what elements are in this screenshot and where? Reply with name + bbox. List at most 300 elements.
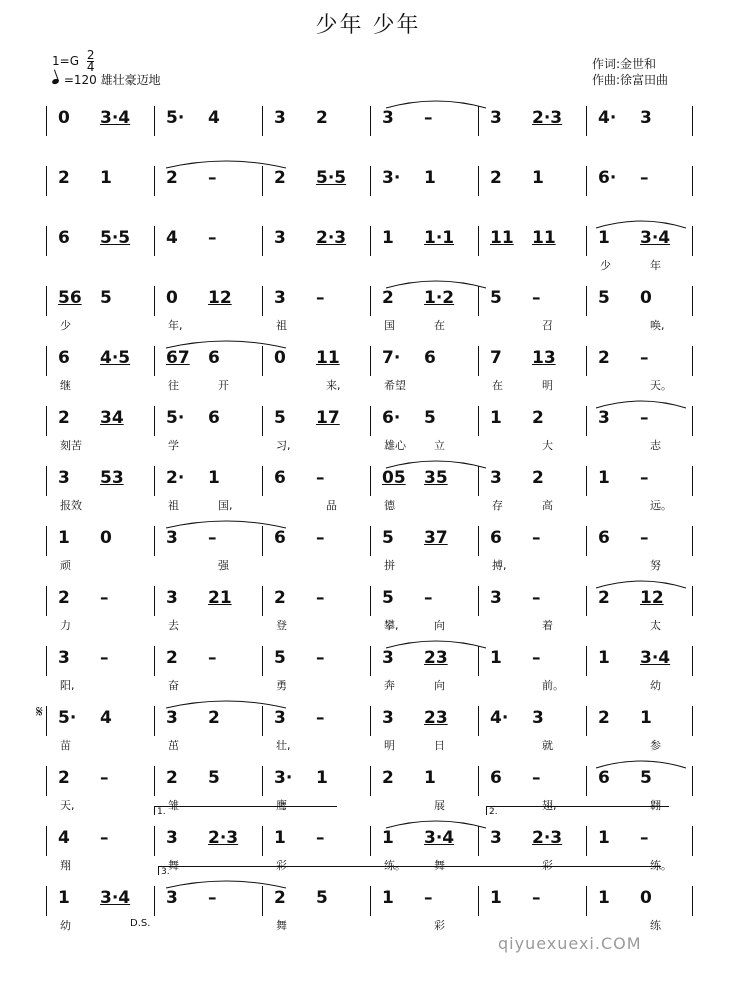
note: 6 [424,348,436,368]
note: 21 [208,588,232,608]
bar-line [586,286,587,316]
lyric: 学 [168,439,179,452]
tie-arc [386,461,486,468]
tie-arcs [46,340,692,352]
bar-line [692,826,693,856]
note: 1 [100,168,112,188]
note: – [424,588,433,608]
lyric: 翔 [60,859,71,872]
time-signature [87,50,95,73]
note: 4· [598,108,617,128]
note: 3 [490,828,502,848]
note: 2·3 [316,228,347,248]
note: 1 [490,648,502,668]
note: 11 [316,348,340,368]
note: 37 [424,528,448,548]
lyric: 年, [168,319,183,332]
bar-line [586,706,587,736]
bar-line [46,826,47,856]
note: – [316,588,325,608]
bar-line [262,406,263,436]
lyric: 开 [218,379,229,392]
key-time-signature [52,50,161,73]
note: 2 [274,588,286,608]
lyric: 阳, [60,679,75,692]
tie-arcs [46,580,692,592]
bar-line [370,346,371,376]
note: 0 [640,288,652,308]
bar-line [478,646,479,676]
score-row [36,700,692,760]
note: 3 [166,888,178,908]
segno-icon: 𝄋 [36,702,43,721]
note: 56 [58,288,82,308]
key-tempo-block [52,50,161,87]
volta-bracket: 1. [154,806,337,815]
lyric: 前。 [542,679,564,692]
lyric: 明 [384,739,395,752]
note: 3 [166,528,178,548]
note: 5 [640,768,652,788]
note: 3 [490,588,502,608]
bar-line [154,886,155,916]
note: 1·2 [424,288,455,308]
lyric: 着 [542,619,553,632]
tie-arcs [46,160,692,172]
bar-line [154,586,155,616]
bar-line [692,406,693,436]
bar-line [478,766,479,796]
lyric: 明 [542,379,553,392]
lyric: 幼 [650,679,661,692]
lyric: 国 [384,319,395,332]
note: 1 [382,828,394,848]
bar-line [478,826,479,856]
note: 2 [382,768,394,788]
note: 23 [424,648,448,668]
note: 23 [424,708,448,728]
note: – [532,588,541,608]
note: 3 [58,468,70,488]
bar-line [478,166,479,196]
bar-line [692,886,693,916]
bar-line [692,766,693,796]
note: 1 [490,888,502,908]
note: 11 [532,228,556,248]
bar-line [154,226,155,256]
note: 1 [274,828,286,848]
note: – [532,648,541,668]
bar-line [46,286,47,316]
score-row [46,220,692,280]
tie-arc [166,161,286,168]
note: 6· [382,408,401,428]
bar-line [154,706,155,736]
lyric: 雄心 [384,439,406,452]
lyric: 顽 [60,559,71,572]
lyric: 翅, [542,799,557,812]
note: 1 [58,528,70,548]
note: 5 [316,888,328,908]
lyric: 练。 [384,859,406,872]
note: 1 [598,468,610,488]
bar-line [154,526,155,556]
bar-line [692,526,693,556]
note: 1 [316,768,328,788]
bar-line [478,526,479,556]
note: 0 [640,888,652,908]
bar-line [586,406,587,436]
bar-line [586,226,587,256]
note: 6 [598,528,610,548]
expression-marking: 雄壮豪迈地 [100,73,161,87]
lyric: 展 [434,799,445,812]
key-signature: 1=G [52,54,79,68]
score-row [46,280,692,340]
note: 6 [490,768,502,788]
note: – [316,468,325,488]
tie-arcs [46,820,692,832]
note: – [316,528,325,548]
note: 2 [58,408,70,428]
bar-line [262,766,263,796]
bar-line [262,526,263,556]
bar-line [154,166,155,196]
bar-line [478,706,479,736]
lyric: 幼 [60,919,71,932]
lyric: 品 [326,499,337,512]
note: 7 [490,348,502,368]
note: – [532,768,541,788]
note: 3 [490,468,502,488]
note: 6 [58,228,70,248]
bar-line [586,166,587,196]
note: 1 [58,888,70,908]
tie-arcs [46,880,692,892]
note: 4·5 [100,348,131,368]
bar-line [46,646,47,676]
note: 2 [598,708,610,728]
score-row [46,400,692,460]
tempo-value: =120 [63,73,97,87]
bar-line [370,646,371,676]
note: 67 [166,348,190,368]
note: 53 [100,468,124,488]
note: 3 [640,108,652,128]
bar-line [692,166,693,196]
note: 5 [424,408,436,428]
note: 5·5 [100,228,131,248]
note: 12 [208,288,232,308]
lyric: 少 [600,259,611,272]
composer-credit: 作曲:徐富田曲 [592,73,669,87]
bar-line [370,166,371,196]
note: 2 [274,888,286,908]
bar-line [586,466,587,496]
lyric: 勇 [276,679,287,692]
lyric: 祖 [168,499,179,512]
note: 3 [382,108,394,128]
bar-line [478,346,479,376]
lyric: 高 [542,499,553,512]
note: 0 [58,108,70,128]
note: 3 [274,108,286,128]
note: 3 [166,828,178,848]
bar-line [46,406,47,436]
note: 2·3 [532,108,563,128]
note: 4 [100,708,112,728]
bar-line [586,106,587,136]
note: 6· [598,168,617,188]
bar-line [692,466,693,496]
note: 5 [208,768,220,788]
tie-arc [166,341,286,348]
lyric: 来, [326,379,341,392]
quarter-note-icon [51,78,59,85]
note: – [532,888,541,908]
bar-line [262,826,263,856]
bar-line [586,886,587,916]
bar-line [46,886,47,916]
tie-arc [166,701,286,708]
lyric: 往 [168,379,179,392]
note: – [316,648,325,668]
note: 2·3 [532,828,563,848]
note: 2· [166,468,185,488]
note: 2 [532,468,544,488]
tie-arcs [46,400,692,412]
time-signature-bottom: 4 [86,60,95,74]
bar-line [370,826,371,856]
bar-line [478,106,479,136]
lyric: 舞 [168,859,179,872]
lyric: 年 [650,259,661,272]
note: 17 [316,408,340,428]
note: 3·4 [100,888,131,908]
lyric: 立 [434,439,445,452]
note: 3 [274,228,286,248]
bar-line [46,766,47,796]
bar-line [262,286,263,316]
bar-line [478,286,479,316]
note: 4 [58,828,70,848]
bar-line [154,346,155,376]
note: 2 [58,588,70,608]
bar-line [262,166,263,196]
bar-line [262,586,263,616]
note: 3· [274,768,293,788]
lyric: 去 [168,619,179,632]
note: – [424,888,433,908]
bar-line [478,226,479,256]
bar-line [586,346,587,376]
tie-arc [386,821,486,828]
bar-line [46,106,47,136]
jianpu-score [36,100,692,940]
bar-line [478,586,479,616]
volta-bracket: 3. [158,866,661,875]
lyricist-credit: 作词:金世和 [592,57,657,71]
note: 6 [208,348,220,368]
bar-line [370,406,371,436]
note: – [208,648,217,668]
bar-line [692,346,693,376]
lyric: 努 [650,559,661,572]
bar-line [154,826,155,856]
tie-arc [596,581,686,588]
lyric: 壮, [276,739,291,752]
bar-line [370,766,371,796]
note: 3·4 [424,828,455,848]
lyric: 天。 [650,379,672,392]
note: – [640,468,649,488]
lyric: 鹰 [276,799,287,812]
note: 12 [640,588,664,608]
bar-line [46,226,47,256]
bar-line [154,106,155,136]
lyric: 志 [650,439,661,452]
bar-line [370,466,371,496]
note: 2 [166,648,178,668]
lyric: 天, [60,799,75,812]
bar-line [692,586,693,616]
lyric: 存 [492,499,503,512]
lyric: 祖 [276,319,287,332]
bar-line [262,706,263,736]
note: 5 [598,288,610,308]
tie-arc [596,761,686,768]
credits-block [592,56,668,88]
note: 1 [382,228,394,248]
note: 6 [274,468,286,488]
score-row [46,160,692,220]
bar-line [262,886,263,916]
bar-line [370,106,371,136]
note: 2 [316,108,328,128]
lyric: 攀, [384,619,399,632]
note: 3 [58,648,70,668]
bar-line [262,466,263,496]
note: 5 [274,408,286,428]
bar-line [370,886,371,916]
bar-line [370,706,371,736]
note: – [208,888,217,908]
note: – [208,168,217,188]
lyric: 舞 [276,919,287,932]
note: 5· [58,708,77,728]
note: 3 [490,108,502,128]
score-row [46,100,692,160]
note: – [208,528,217,548]
bar-line [46,346,47,376]
note: 0 [274,348,286,368]
bar-line [586,646,587,676]
note: 6 [274,528,286,548]
bar-line [262,106,263,136]
tie-arc [166,521,286,528]
note: – [208,228,217,248]
note: 5· [166,408,185,428]
note: 4· [490,708,509,728]
score-row [46,640,692,700]
note: 05 [382,468,406,488]
note: 3 [166,708,178,728]
note: 6 [208,408,220,428]
note: 3 [274,708,286,728]
note: 1 [598,888,610,908]
lyric: 刻苦 [60,439,82,452]
bar-line [586,766,587,796]
note: – [316,828,325,848]
note: 5 [274,648,286,668]
lyric: 参 [650,739,661,752]
bar-line [586,526,587,556]
note: 2 [598,588,610,608]
lyric: 练。 [650,859,672,872]
note: 5 [382,588,394,608]
bar-line [478,886,479,916]
note: 4 [208,108,220,128]
lyric: 唤, [650,319,665,332]
note: 2 [532,408,544,428]
note: 1 [208,468,220,488]
tie-arc [596,401,686,408]
bar-line [46,526,47,556]
bar-line [370,586,371,616]
note: 2 [58,768,70,788]
note: 2·3 [208,828,239,848]
note: 3·4 [640,648,671,668]
tie-arcs [46,220,692,232]
note: – [640,168,649,188]
note: 13 [532,348,556,368]
lyric: 茁 [168,739,179,752]
lyric: 太 [650,619,661,632]
note: – [100,828,109,848]
bar-line [478,406,479,436]
note: – [640,828,649,848]
note: – [100,588,109,608]
bar-line [370,526,371,556]
bar-line [692,226,693,256]
lyric: 强 [218,559,229,572]
note: – [316,288,325,308]
lyric: 召 [542,319,553,332]
lyric: 苗 [60,739,71,752]
note: 5 [100,288,112,308]
tie-arc [386,101,486,108]
note: 3 [382,648,394,668]
lyric: 大 [542,439,553,452]
note: 6 [58,348,70,368]
note: 3 [382,708,394,728]
tie-arc [166,881,286,888]
note: 0 [166,288,178,308]
score-row [46,520,692,580]
lyric: 继 [60,379,71,392]
note: – [424,108,433,128]
note: 4 [166,228,178,248]
note: 5 [490,288,502,308]
volta-bracket: 2. [486,806,669,815]
note: 7· [382,348,401,368]
note: 1 [640,708,652,728]
bar-line [692,286,693,316]
bar-line [46,706,47,736]
note: – [100,648,109,668]
lyric: 奔 [384,679,395,692]
score-row [46,580,692,640]
